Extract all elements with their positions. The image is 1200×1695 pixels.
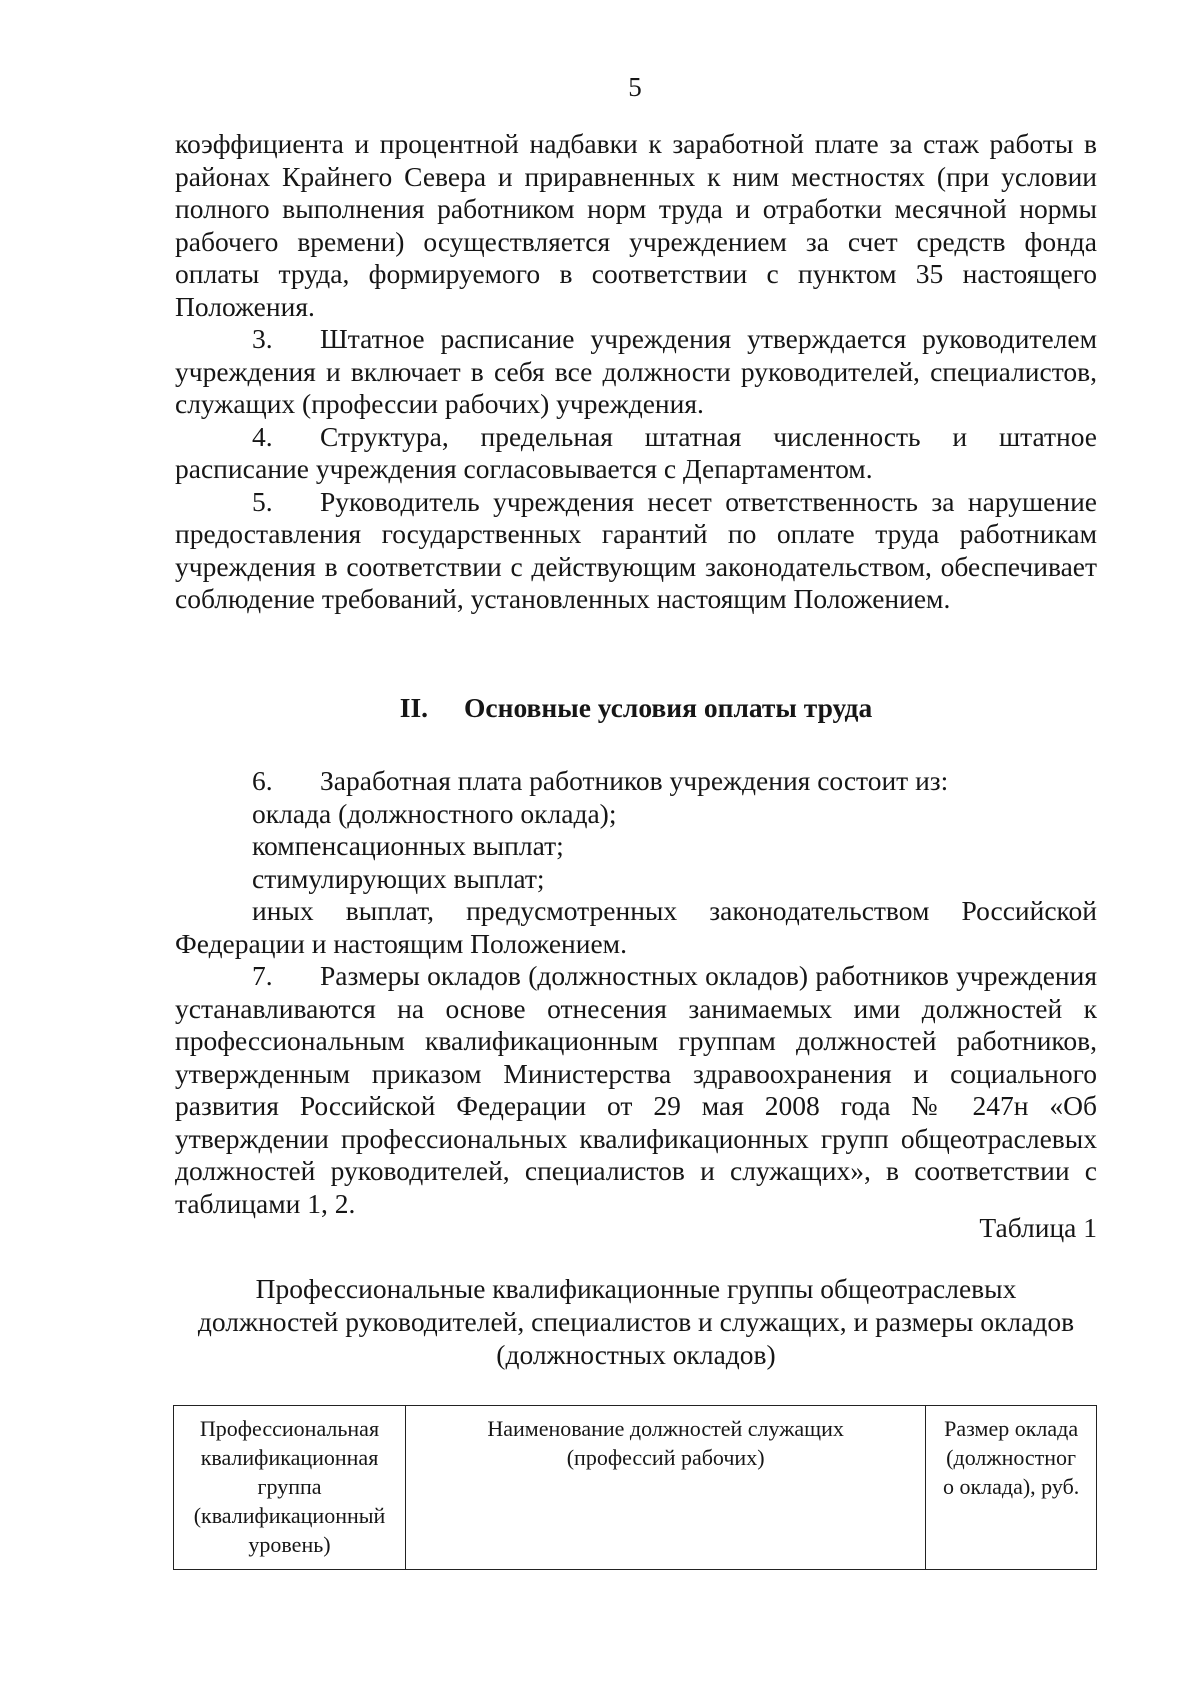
item-3 xyxy=(175,323,1097,421)
item-5 xyxy=(175,486,1097,616)
item-6-list-item: компенсационных выплат; xyxy=(252,830,564,861)
header-text: группа xyxy=(257,1474,322,1499)
qualification-table xyxy=(173,1405,1097,1570)
item-4-number: 4. xyxy=(252,420,273,452)
header-text: о оклада), руб. xyxy=(942,1474,1080,1499)
header-text: квалификационная xyxy=(200,1445,379,1470)
item-6-list-item: оклада (должностного оклада); xyxy=(252,797,617,829)
item-3-number: 3. xyxy=(252,323,273,354)
header-salary-size xyxy=(926,1406,1097,1570)
section-heading xyxy=(175,692,1097,724)
item-6-last: иных выплат, предусмотренных законодательством Российской Федерации и настоящим Положением. xyxy=(175,895,1097,959)
header-text: (квалификационный xyxy=(193,1503,386,1528)
header-text: Профессиональная xyxy=(199,1416,380,1441)
item-3-text: Штатное расписание учреждения утверждается руководителем учреждения и включает в себя все должности руководителей, специалистов, служащих (профессии рабочих) учреждения. xyxy=(175,323,1097,419)
header-text: (профессий рабочих) xyxy=(566,1445,765,1470)
item-6 xyxy=(175,765,1097,798)
item-5-number: 5. xyxy=(252,485,273,517)
table-title-line: должностей руководителей, специалистов и служащих, и размеры окладов xyxy=(197,1306,1075,1337)
item-6-list-item: стимулирующих выплат; xyxy=(252,862,545,894)
header-position-names xyxy=(406,1406,926,1570)
item-6-lead: Заработная плата работников учреждения состоит из: xyxy=(320,765,949,796)
item-4 xyxy=(175,421,1097,486)
header-text: уровень) xyxy=(248,1532,331,1557)
section-title: Основные условия оплаты труда xyxy=(464,692,873,723)
table-title xyxy=(175,1272,1097,1371)
table-title-line: (должностных окладов) xyxy=(496,1339,776,1370)
item-7 xyxy=(175,960,1097,1220)
table-header-row xyxy=(174,1406,1097,1570)
item-7-number: 7. xyxy=(252,960,273,991)
header-text: Размер оклада xyxy=(944,1416,1079,1441)
body-text-bottom xyxy=(175,765,1097,1220)
header-qualification-group xyxy=(174,1406,406,1570)
intro-paragraph: коэффициента и процентной надбавки к заработной плате за стаж работы в районах Крайнего Севера и приравненных к ним местностях (при условии полного выполнения работником норм труда и отработки месячной нормы рабочего времени) осуществляется учреждением за счет средств фонда оплаты труда, формируемого в соответствии с пунктом 35 настоящего Положения. xyxy=(175,128,1097,322)
section-number: II. xyxy=(399,692,429,723)
item-7-text: Размеры окладов (должностных окладов) работников учреждения устанавливаются на основе отнесения занимаемых ими должностей к профессиональным квалификационным группам должностей работников, утвержденным приказом Министерства здравоохранения и социального развития Российской Федерации от 29 мая 2008 года № 247н «Об утверждении профессиональных квалификационных групп общеотраслевых должностей руководителей, специалистов и служащих», в соответствии с таблицами 1, 2. xyxy=(175,960,1097,1219)
page-number: 5 xyxy=(628,72,642,102)
header-text: Наименование должностей служащих xyxy=(487,1416,844,1441)
body-text-top xyxy=(175,128,1097,616)
table-title-line: Профессиональные квалификационные группы общеотраслевых xyxy=(255,1273,1017,1304)
header-text: (должностног xyxy=(946,1445,1077,1470)
table-label: Таблица 1 xyxy=(979,1212,1097,1243)
item-4-text: Структура, предельная штатная численность и штатное расписание учреждения согласовывается с Департаментом. xyxy=(175,420,1097,484)
item-5-text: Руководитель учреждения несет ответственность за нарушение предоставления государственных гарантий по оплате труда работникам учреждения в соответствии с действующим законодательством, обеспечивает соблюдение требований, установленных настоящим Положением. xyxy=(175,485,1097,614)
item-6-number: 6. xyxy=(252,765,273,796)
